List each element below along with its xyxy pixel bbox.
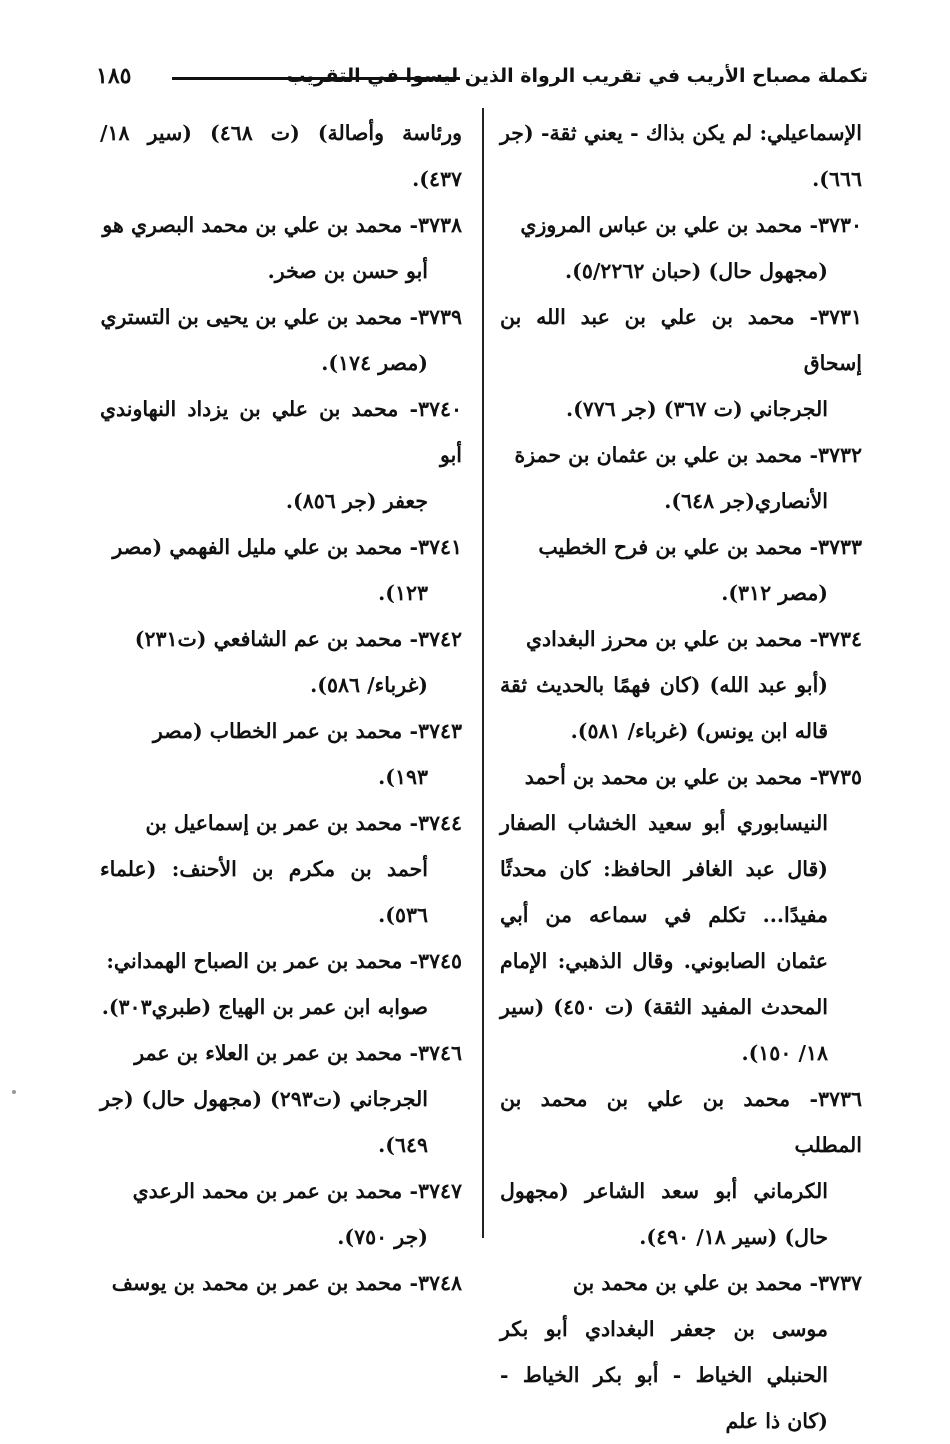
entry-number: ٣٧٤١- [409, 535, 462, 559]
right-column [500, 110, 862, 1444]
entry-name: محمد بن عمر بن إسماعيل بن [145, 811, 403, 835]
entry-name: محمد بن علي بن يزداد النهاوندي أبو [100, 397, 462, 467]
entry-name: محمد بن علي بن محمد بن أحمد [524, 765, 803, 789]
entry-name: محمد بن علي بن عباس المروزي [520, 213, 803, 237]
entry-number: ٣٧٣٦- [809, 1087, 863, 1111]
page-number: ١٨٥ [96, 63, 132, 89]
entry-name: محمد بن علي بن محمد بن [572, 1271, 803, 1295]
running-title: تكملة مصباح الأريب في تقريب الرواة الذين ليسوا في التقريب [286, 65, 868, 87]
entry-list [100, 202, 462, 1306]
entry-detail: (مصر ١٧٤). [321, 351, 428, 375]
entry-number: ٣٧٤٤- [409, 811, 462, 835]
column-divider [482, 108, 484, 1238]
entry-number: ٣٧٣٠- [809, 213, 862, 237]
entry-name: محمد بن علي بن عبد الله بن إسحاق [500, 305, 862, 375]
entry-detail: ١٢٣). [378, 581, 428, 605]
entry-name: محمد بن علي بن محمد بن المطلب [500, 1087, 862, 1157]
biography-entry [500, 294, 862, 432]
biography-entry [100, 938, 462, 1030]
entry-detail: أحمد بن مكرم بن الأحنف: (علماء ٥٣٦). [100, 857, 428, 927]
entry-number: ٣٧٤٨- [409, 1271, 462, 1295]
entry-name: محمد بن عمر بن العلاء بن عمر [134, 1041, 403, 1065]
continuation-text: الإسماعيلي: لم يكن بذاك - يعني ثقة- (جر ٦٦٦). [500, 121, 862, 191]
entry-number: ٣٧٣٧- [809, 1271, 862, 1295]
biography-entry [100, 1168, 462, 1260]
entry-name: محمد بن علي بن محرز البغدادي [525, 627, 803, 651]
entry-list [500, 202, 862, 1444]
entry-number: ٣٧٣٣- [809, 535, 862, 559]
biography-entry [500, 616, 862, 754]
entry-detail: (غرباء/ ٥٨٦). [310, 673, 428, 697]
entry-number: ٣٧٤٣- [409, 719, 462, 743]
entry-name: محمد بن علي بن يحيى بن التستري [100, 305, 403, 329]
page-header [96, 58, 868, 94]
entry-detail: موسى بن جعفر البغدادي أبو بكر الحنبلي الخياط - أبو بكر الخياط - (كان ذا علم [500, 1317, 828, 1433]
margin-mark [12, 1090, 16, 1094]
entry-detail: الكرماني أبو سعد الشاعر (مجهول حال) (سير ١٨/ ٤٩٠). [500, 1179, 828, 1249]
entry-detail: (مصر ٣١٢). [721, 581, 828, 605]
entry-detail: (جر ٧٥٠). [337, 1225, 428, 1249]
entry-number: ٣٧٤٠- [409, 397, 462, 421]
entry-detail: (أبو عبد الله) (كان فهمًا بالحديث ثقة قاله ابن يونس) (غرباء/ ٥٨١). [500, 673, 828, 743]
entry-name: محمد بن عم الشافعي (ت٢٣١) [134, 627, 403, 651]
biography-entry [100, 1260, 462, 1306]
entry-number: ٣٧٣١- [809, 305, 862, 329]
entry-name: محمد بن علي مليل الفهمي (مصر [112, 535, 403, 559]
entry-name: محمد بن علي بن عثمان بن حمزة [514, 443, 803, 467]
biography-entry [100, 800, 462, 938]
entry-name: محمد بن عمر الخطاب (مصر [152, 719, 403, 743]
entry-detail: النيسابوري أبو سعيد الخشاب الصفار (قال عبد الغافر الحافظ: كان محدثًا مفيدًا... تكلم في سماعه من أبي عثمان الصابوني. وقال الذهبي: الإمام المحدث المفيد الثقة) (ت ٤٥٠) (سير ١٨/ ١٥٠). [500, 811, 828, 1065]
entry-number: ٣٧٣٩- [409, 305, 462, 329]
biography-entry [500, 754, 862, 1076]
biography-entry [500, 432, 862, 524]
entry-number: ٣٧٣٢- [809, 443, 862, 467]
entry-detail: جعفر (جر ٨٥٦). [285, 489, 428, 513]
biography-entry [100, 202, 462, 294]
entry-detail: الأنصاري(جر ٦٤٨). [664, 489, 828, 513]
entry-detail: الجرجاني (ت٢٩٣) (مجهول حال) (جر ٦٤٩). [100, 1087, 428, 1157]
entry-name: محمد بن عمر بن محمد بن يوسف [111, 1271, 403, 1295]
continuation-text: ورئاسة وأصالة) (ت ٤٦٨) (سير ١٨/ ٤٣٧). [100, 121, 462, 191]
header-rule [172, 77, 460, 80]
biography-entry [500, 524, 862, 616]
biography-entry [500, 202, 862, 294]
entry-name: محمد بن عمر بن الصباح الهمداني: [106, 949, 403, 973]
entry-number: ٣٧٣٨- [409, 213, 462, 237]
entry-number: ٣٧٤٢- [409, 627, 462, 651]
entry-detail: (مجهول حال) (حبان ٥/٢٢٦٢). [564, 259, 828, 283]
entry-name: محمد بن علي بن فرح الخطيب [538, 535, 803, 559]
entry-detail: صوابه ابن عمر بن الهياج (طبري٣٠٣). [101, 995, 428, 1019]
biography-entry [100, 386, 462, 524]
entry-number: ٣٧٣٥- [809, 765, 862, 789]
entry-number: ٣٧٣٤- [809, 627, 862, 651]
biography-entry [100, 524, 462, 616]
biography-entry [100, 294, 462, 386]
left-column [100, 110, 462, 1306]
biography-entry [100, 708, 462, 800]
biography-entry [100, 1030, 462, 1168]
biography-entry [500, 1260, 862, 1444]
biography-entry [500, 1076, 862, 1260]
entry-detail: الجرجاني (ت ٣٦٧) (جر ٧٧٦). [565, 397, 828, 421]
entry-detail: ١٩٣). [378, 765, 428, 789]
entry-number: ٣٧٤٥- [409, 949, 462, 973]
entry-number: ٣٧٤٦- [409, 1041, 462, 1065]
entry-detail: أبو حسن بن صخر. [267, 259, 428, 283]
entry-name: محمد بن علي بن محمد البصري هو [102, 213, 403, 237]
biography-entry [100, 616, 462, 708]
entry-name: محمد بن عمر بن محمد الرعدي [132, 1179, 403, 1203]
entry-number: ٣٧٤٧- [409, 1179, 462, 1203]
